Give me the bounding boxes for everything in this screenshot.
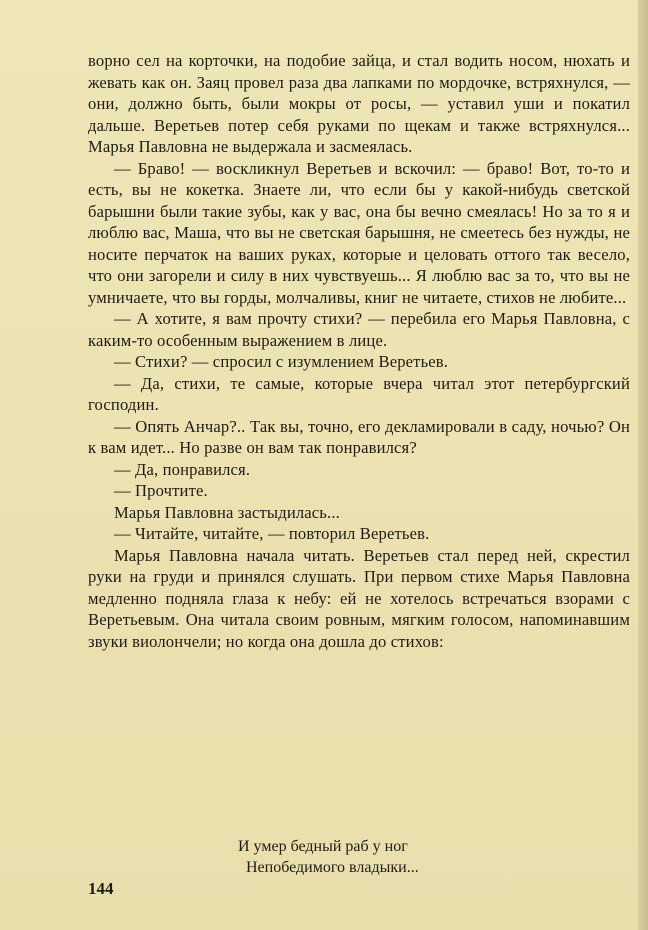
verse-line-2: Непобедимого владыки...	[246, 859, 419, 876]
paragraph-7: — Да, понравился.	[114, 459, 251, 479]
paragraph-6: — Опять Анчар?.. Так вы, точно, его декламировали в саду, ночью? Он к вам идет... Но разве он вам так понравился?	[88, 416, 630, 457]
paragraph-4: — Стихи? — спросил с изумлением Веретьев.	[114, 352, 449, 371]
paragraph-5: — Да, стихи, те самые, которые вчера читал этот петербургский господин.	[88, 373, 630, 414]
verse-line-1: И умер бедный раб у ног	[238, 838, 408, 855]
paragraph-2: — Браво! — воскликнул Веретьев и вскочил: — браво! Вот, то-то и есть, вы не кокетка. Знаете ли, что если бы у какой-нибудь светской барышни были такие зубы, как у вас, она бы вечно смеялась! Но за то я и люблю вас, Маша, что вы не светская барышня, не смеетесь без нужды, не носите перчаток на ваших руках, которые и целовать оттого так весело, что они загорели и силу в них чувствуешь... Я люблю вас за то, что вы не умничаете, что вы горды, молчаливы, книг не читаете, стихов не любите...	[88, 158, 630, 307]
paragraph-8: — Прочтите.	[114, 481, 208, 500]
page-number: 144	[88, 879, 114, 898]
paragraph-3: — А хотите, я вам прочту стихи? — перебила его Марья Павловна, с каким-то особенным выражением в лице.	[88, 309, 630, 350]
verse-quote	[88, 836, 630, 878]
paragraph-10: — Читайте, читайте, — повторил Веретьев.	[114, 524, 430, 543]
paragraph-1: ворно сел на корточки, на подобие зайца, и стал водить носом, нюхать и жевать как он. Заяц провел раза два лапками по мордочке, встряхнулся, — они, должно быть, были мокры от росы, — уставил уши и покатил дальше. Веретьев потер себя руками по щекам и также встряхнулся... Марья Павловна не выдержала и засмеялась.	[88, 51, 630, 156]
paragraph-9: Марья Павловна застыдилась...	[114, 502, 340, 522]
page-edge	[638, 0, 648, 930]
paragraph-11: Марья Павловна начала читать. Веретьев стал перед ней, скрестил руки на груди и принялся слушать. При первом стихе Марья Павловна медленно подняла глаза к небу: ей не хотелось встречаться взорами с Веретьевым. Она читала своим ровным, мягким голосом, напоминавшим звуки виолончели; но когда она дошла до стихов:	[88, 545, 630, 651]
body-text	[88, 50, 630, 652]
